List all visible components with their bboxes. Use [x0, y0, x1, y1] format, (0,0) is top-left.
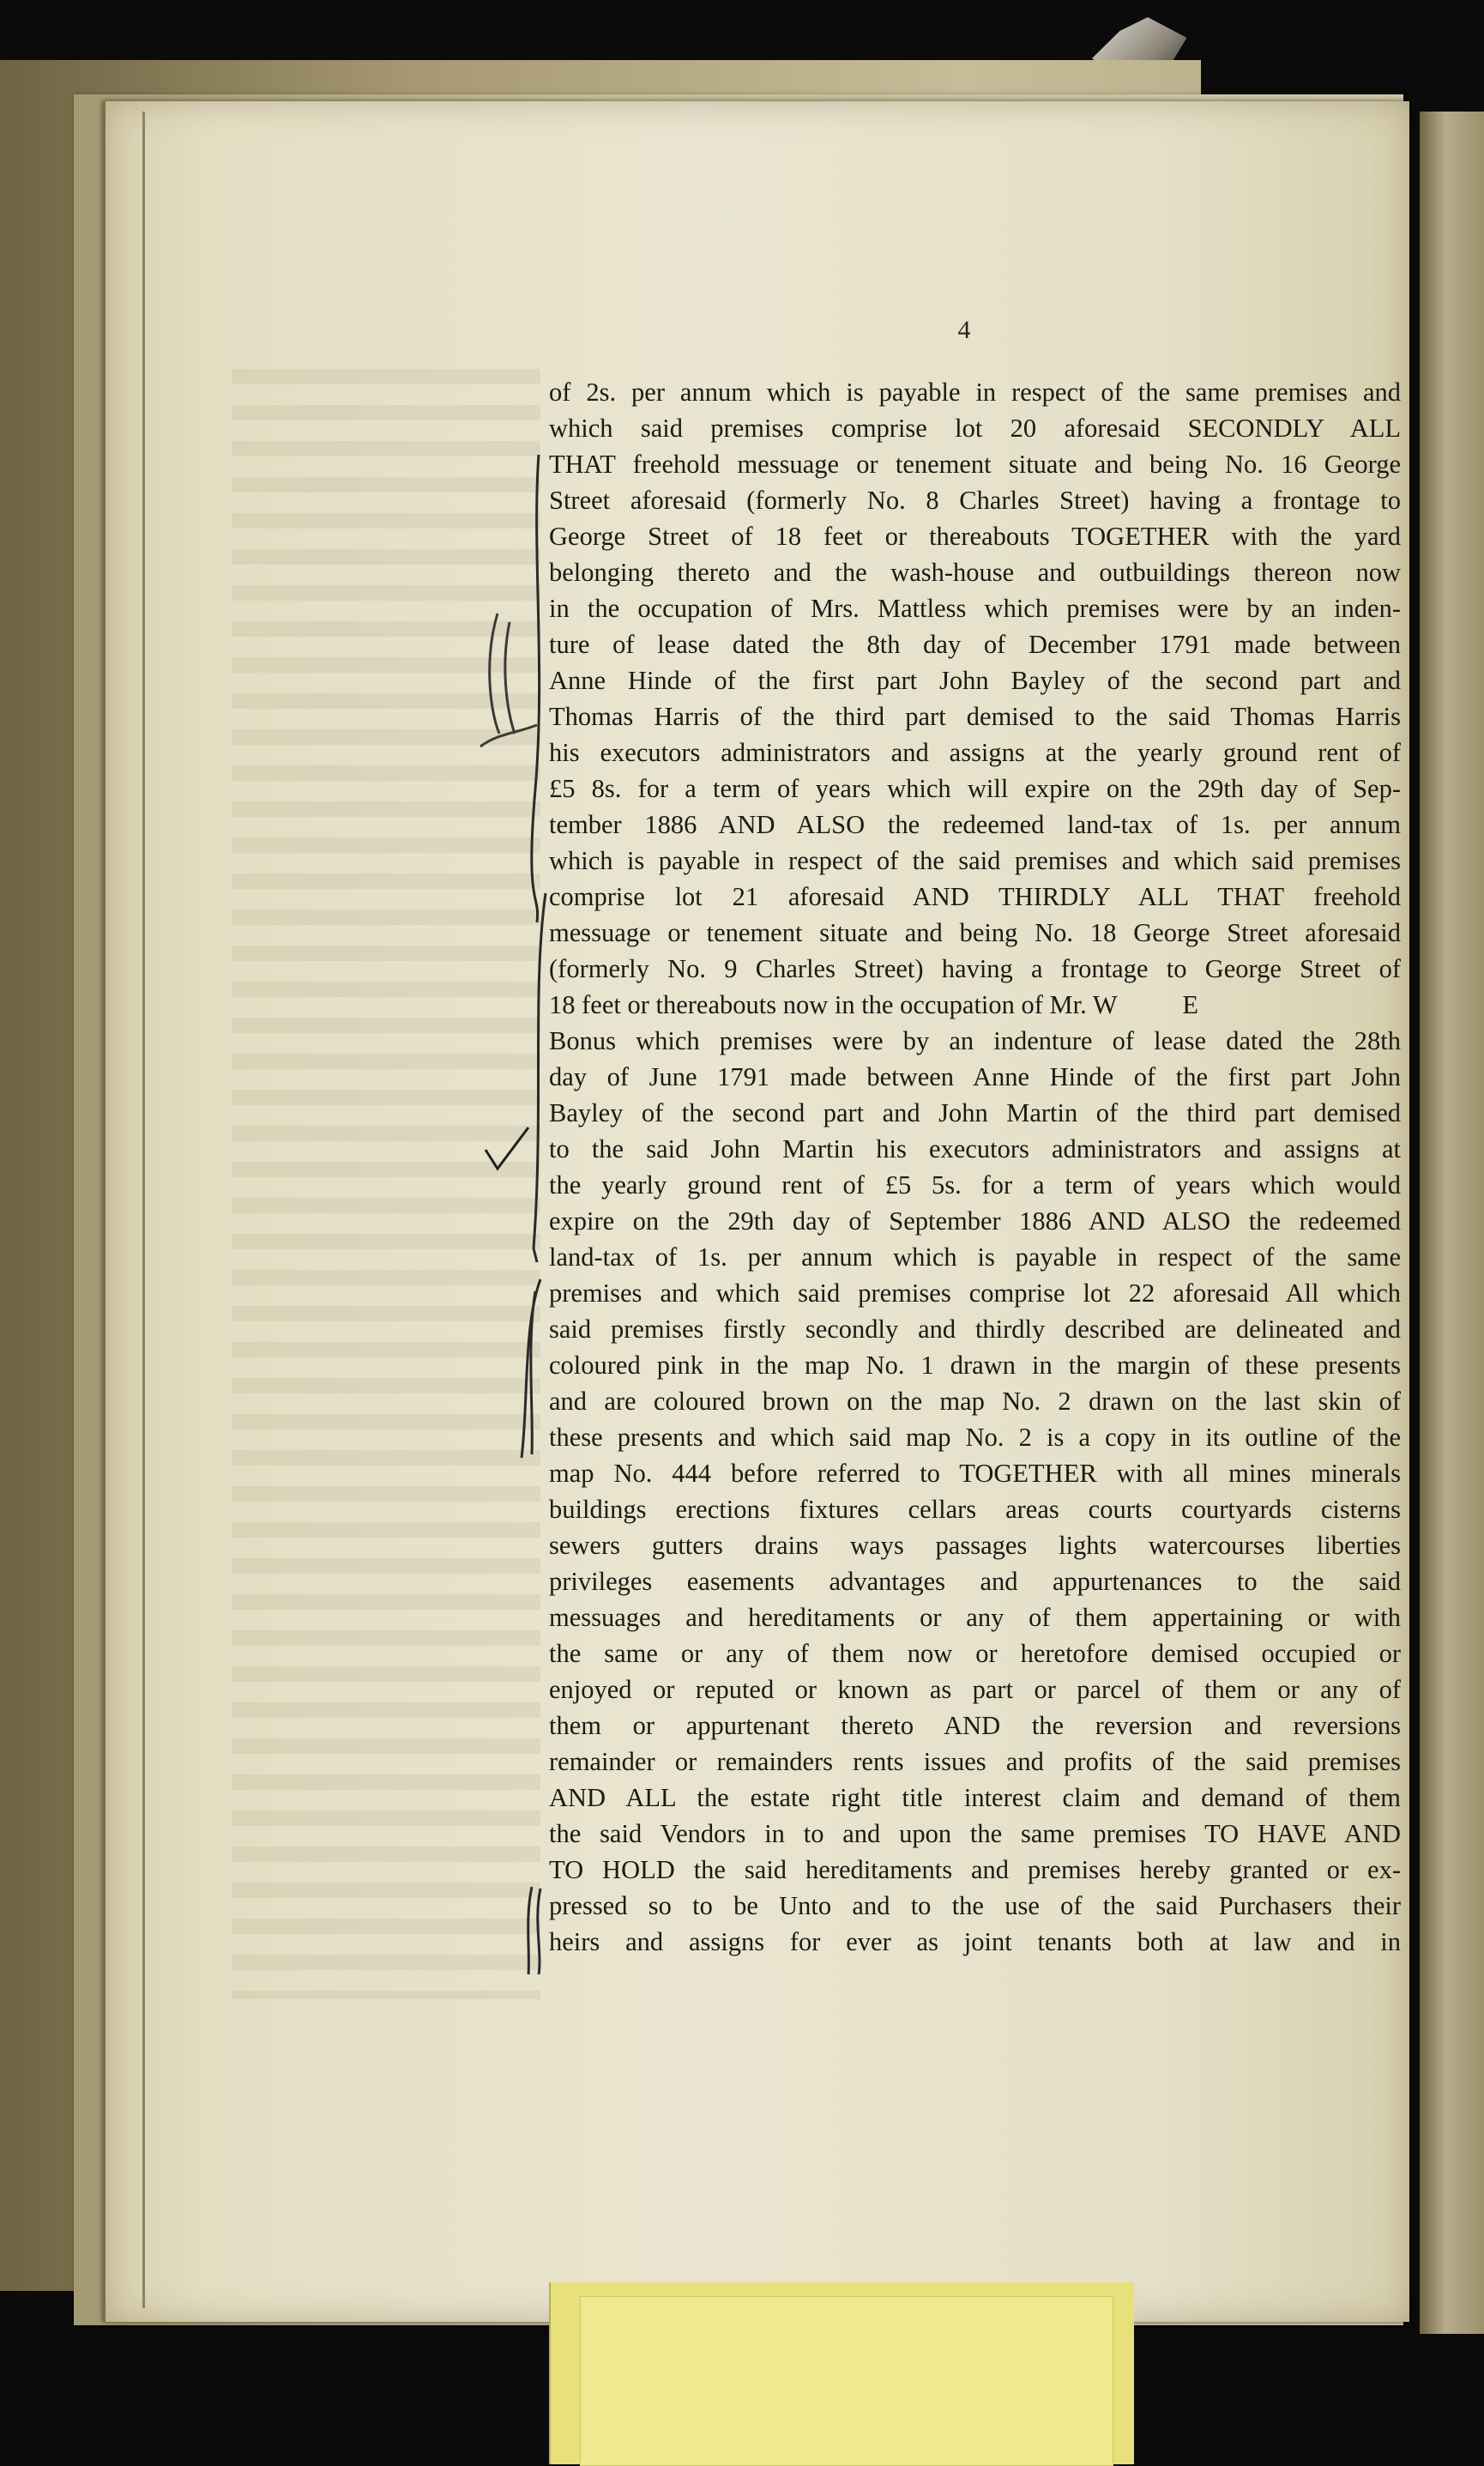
- text-line: privileges easements advantages and appurtenances to the said: [549, 1567, 1401, 1596]
- text-line: them or appurtenant thereto AND the reversion and reversions: [549, 1711, 1401, 1740]
- text-line: land-tax of 1s. per annum which is payable in respect of the same: [549, 1242, 1401, 1272]
- margin-pencil-sketch: [480, 605, 540, 759]
- text-line: the said Vendors in to and upon the same premises TO HAVE AND: [549, 1819, 1401, 1848]
- text-line: the same or any of them now or heretofore demised occupied or: [549, 1639, 1401, 1668]
- text-line: premises and which said premises comprise lot 22 aforesaid All which: [549, 1278, 1401, 1308]
- page-gutter-rule: [142, 112, 145, 2308]
- text-line: Street aforesaid (formerly No. 8 Charles Street) having a frontage to: [549, 486, 1401, 515]
- text-line: the yearly ground rent of £5 5s. for a term of years which would: [549, 1170, 1401, 1200]
- text-line: which is payable in respect of the said premises and which said premises: [549, 846, 1401, 875]
- page-number: 4: [957, 316, 971, 344]
- text-line: day of June 1791 made between Anne Hinde of the first part John: [549, 1062, 1401, 1091]
- text-line: Bonus which premises were by an indenture of lease dated the 28th: [549, 1026, 1401, 1055]
- deed-text: [549, 374, 1401, 1960]
- text-line: Anne Hinde of the first part John Bayley of the second part and: [549, 666, 1401, 695]
- text-line: Thomas Harris of the third part demised to the said Thomas Harris: [549, 702, 1401, 731]
- facing-page-edge: [1420, 112, 1484, 2334]
- margin-bracket-mark: [522, 1883, 556, 1978]
- text-line: comprise lot 21 aforesaid AND THIRDLY ALL THAT freehold: [549, 882, 1401, 911]
- text-line: buildings erections fixtures cellars areas courts courtyards cisterns: [549, 1495, 1401, 1524]
- text-line: expire on the 29th day of September 1886 AND ALSO the redeemed: [549, 1206, 1401, 1236]
- text-line: THAT freehold messuage or tenement situate and being No. 16 George: [549, 450, 1401, 479]
- text-line: enjoyed or reputed or known as part or parcel of them or any of: [549, 1675, 1401, 1704]
- text-line: pressed so to be Unto and to the use of the said Purchasers their: [549, 1891, 1401, 1920]
- text-line: said premises firstly secondly and thirdly described are delineated and: [549, 1315, 1401, 1344]
- text-line: of 2s. per annum which is payable in respect of the same premises and: [549, 378, 1401, 407]
- text-line: AND ALL the estate right title interest claim and demand of them: [549, 1783, 1401, 1812]
- text-line: which said premises comprise lot 20 aforesaid SECONDLY ALL: [549, 414, 1401, 443]
- text-line: belonging thereto and the wash-house and outbuildings thereon now: [549, 558, 1401, 587]
- text-line: sewers gutters drains ways passages lights watercourses liberties: [549, 1531, 1401, 1560]
- text-line: messuages and hereditaments or any of them appertaining or with: [549, 1603, 1401, 1632]
- text-line: map No. 444 before referred to TOGETHER with all mines minerals: [549, 1459, 1401, 1488]
- text-line: and are coloured brown on the map No. 2 drawn on the last skin of: [549, 1387, 1401, 1416]
- margin-bracket-mark: [525, 888, 559, 1266]
- text-line: TO HOLD the said hereditaments and premises hereby granted or ex-: [549, 1855, 1401, 1884]
- text-line: to the said John Martin his executors administrators and assigns at: [549, 1134, 1401, 1163]
- text-line: 18 feet or thereabouts now in the occupation of Mr. W E: [549, 990, 1198, 1019]
- text-line: remainder or remainders rents issues and profits of the said premises: [549, 1747, 1401, 1776]
- sticky-note-tab: [580, 2296, 1113, 2466]
- text-line: messuage or tenement situate and being No. 18 George Street aforesaid: [549, 918, 1401, 947]
- text-line: Bayley of the second part and John Martin of the third part demised: [549, 1098, 1401, 1127]
- text-line: heirs and assigns for ever as joint tenants both at law and in: [549, 1927, 1401, 1956]
- text-line: £5 8s. for a term of years which will expire on the 29th day of Sep-: [549, 774, 1401, 803]
- margin-bracket-mark: [515, 1274, 549, 1463]
- text-line: his executors administrators and assigns at the yearly ground rent of: [549, 738, 1401, 767]
- text-line: ture of lease dated the 8th day of December 1791 made between: [549, 630, 1401, 659]
- text-line: (formerly No. 9 Charles Street) having a frontage to George Street of: [549, 954, 1401, 983]
- text-line: in the occupation of Mrs. Mattless which premises were by an inden-: [549, 594, 1401, 623]
- tick-mark-icon: [482, 1124, 534, 1176]
- text-line: George Street of 18 feet or thereabouts TOGETHER with the yard: [549, 522, 1401, 551]
- text-line: tember 1886 AND ALSO the redeemed land-tax of 1s. per annum: [549, 810, 1401, 839]
- text-line: these presents and which said map No. 2 is a copy in its outline of the: [549, 1423, 1401, 1452]
- text-line: coloured pink in the map No. 1 drawn in the margin of these presents: [549, 1351, 1401, 1380]
